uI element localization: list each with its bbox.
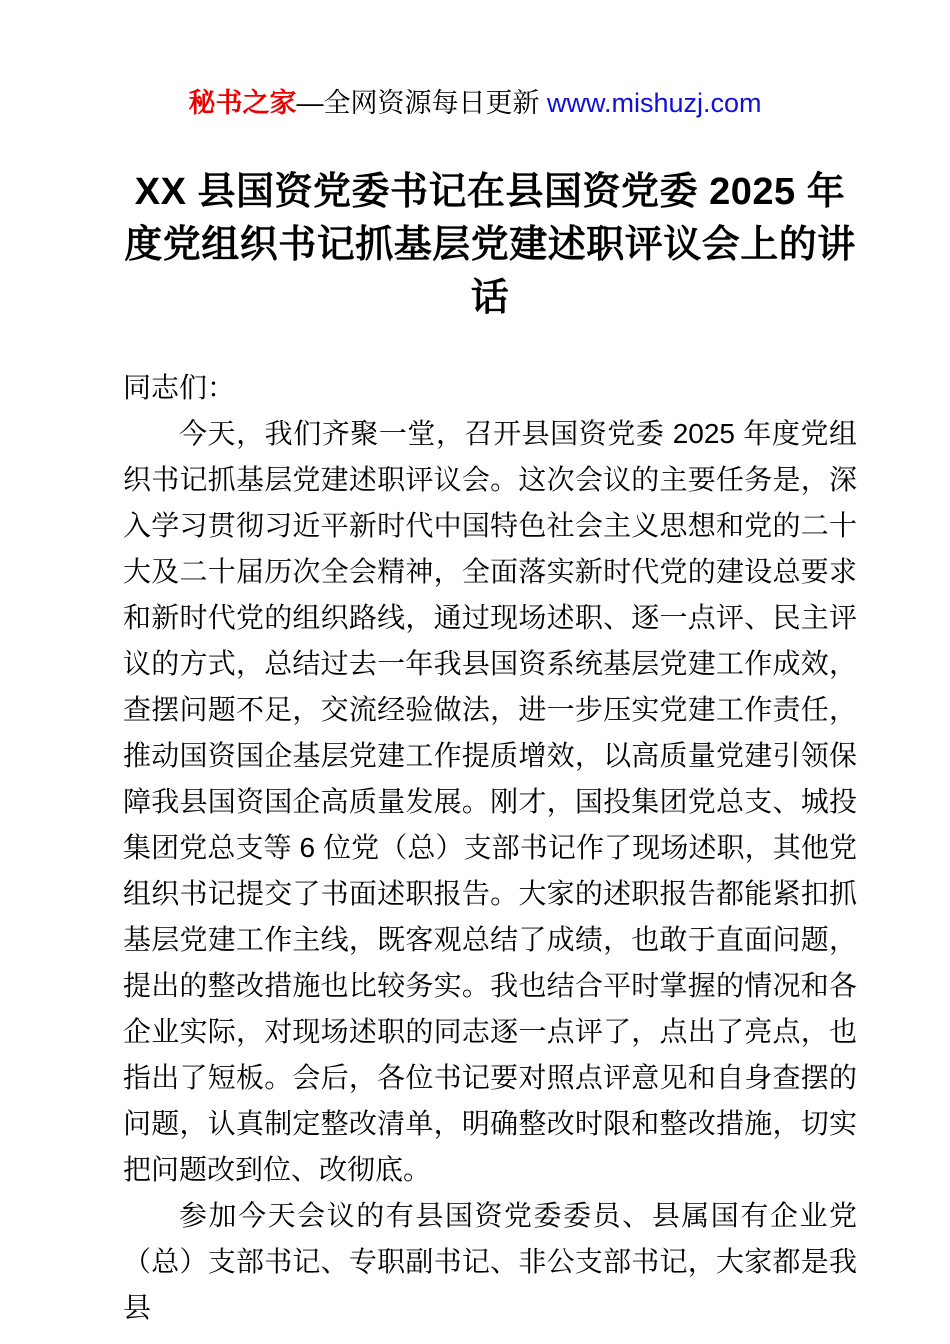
site-name-text: 秘书之家: [188, 88, 297, 118]
site-url-text: www.mishuzj.com: [546, 88, 762, 118]
body-paragraph-1: 今天，我们齐聚一堂，召开县国资党委 2025 年度党组织书记抓基层党建述职评议会。这次会议的主要任务是，深入学习贯彻习近平新时代中国特色社会主义思想和党的二十大及二十届历次全会精神，全面落实新时代党的建设总要求和新时代党的组织路线，通过现场述职、逐一点评、民主评议的方式，总结过去一年我县国资系统基层党建工作成效，查摆问题不足，交流经验做法，进一步压实党建工作责任，推动国资国企基层党建工作提质增效，以高质量党建引领保障我县国资国企高质量发展。刚才，国投集团党总支、城投集团党总支等 6 位党（总）支部书记作了现场述职，其他党组织书记提交了书面述职报告。大家的述职报告都能紧扣抓基层党建工作主线，既客观总结了成绩，也敢于直面问题，提出的整改措施也比较务实。我也结合平时掌握的情况和各企业实际，对现场述职的同志逐一点评了，点出了亮点，也指出了短板。会后，各位书记要对照点评意见和自身查摆的问题，认真制定整改清单，明确整改时限和整改措施，切实把问题改到位、改彻底。: [123, 418, 857, 1185]
salutation-paragraph: 同志们：: [123, 372, 236, 403]
site-tagline-text: —全网资源每日更新: [296, 88, 547, 118]
site-header-banner: [0, 0, 950, 122]
document-body: [0, 365, 950, 1331]
document-title: XX 县国资党委书记在县国资党委 2025 年度党组织书记抓基层党建述职评议会上的讲话: [124, 171, 856, 319]
body-paragraph-2: 参加今天会议的有县国资党委委员、县属国有企业党（总）支部书记、专职副书记、非公支部书记，大家都是我县: [123, 1200, 857, 1323]
